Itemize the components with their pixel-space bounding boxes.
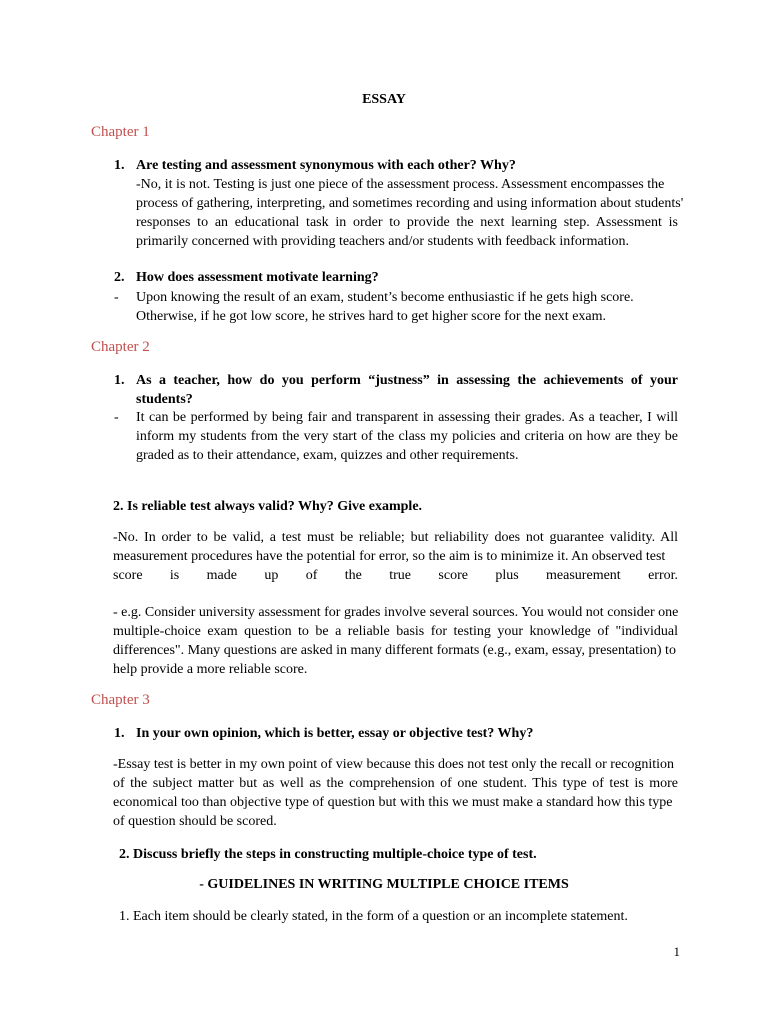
answer-line: process of gathering, interpreting, and sometimes recording and using information about students' [136,196,684,211]
chapter-2-answer-2-paragraph-1 [113,528,678,585]
chapter-1-question-1 [114,156,678,175]
answer-line: Otherwise, if he got low score, he strives hard to get higher score for the next exam. [136,309,607,324]
answer-line: measurement procedures have the potential for error, so the aim is to minimize it. An observed test [113,549,666,564]
chapter-3-answer-1 [113,755,678,831]
bullet-dash: - [114,410,119,425]
chapter-3-question-1 [114,724,678,743]
page-number: 1 [673,944,680,959]
answer-line: multiple-choice exam question to be a reliable basis for testing your knowledge of "individual [113,624,678,639]
answer-line: graded as to their attendance, exam, quizzes and other requirements. [136,448,519,463]
chapter-3-heading: Chapter 3 [91,692,150,708]
answer-line: differences". Many questions are asked in many different formats (e.g., exam, essay, presentation) to [113,643,676,658]
chapter-2-question-1 [114,371,678,409]
answer-line: -Essay test is better in my own point of view because this does not test only the recall or recognition [113,757,675,772]
question-number: 2. [114,270,125,285]
question-text: How does assessment motivate learning? [136,270,379,285]
document-title: ESSAY [362,92,406,107]
question-number: 1. [114,726,125,741]
chapter-2-heading: Chapter 2 [91,339,150,355]
answer-line: Upon knowing the result of an exam, student’s become enthusiastic if he gets high score. [136,290,634,305]
bullet-dash: - [114,290,119,305]
answer-line: -No. In order to be valid, a test must be reliable; but reliability does not guarantee validity. All [113,530,678,545]
chapter-1-answer-2 [114,288,678,326]
question-text: Are testing and assessment synonymous with each other? Why? [136,158,516,173]
question-number: 1. [114,158,125,173]
answer-line: inform my students from the very start of the class my policies and criteria on how are they be [136,429,678,444]
question-text: In your own opinion, which is better, essay or objective test? Why? [136,726,534,741]
answer-line: score is made up of the true score plus measurement error. [113,568,678,583]
guideline-item-1: 1. Each item should be clearly stated, in the form of a question or an incomplete statement. [119,909,628,924]
answer-line: responses to an educational task in order to provide the next learning step. Assessment is [136,215,678,230]
answer-line: It can be performed by being fair and transparent in assessing their grades. As a teacher, I will [136,410,678,425]
chapter-2-question-2: 2. Is reliable test always valid? Why? Give example. [113,499,423,514]
answer-line: primarily concerned with providing teachers and/or students with feedback information. [136,234,629,249]
answer-line: of the subject matter but as well as the comprehension of one student. This type of test is more [113,776,678,791]
chapter-1-heading: Chapter 1 [91,124,150,140]
question-text-line: students? [136,392,193,407]
chapter-3-question-2: 2. Discuss briefly the steps in constructing multiple-choice type of test. [119,847,537,862]
question-text-line: As a teacher, how do you perform “justness” in assessing the achievements of your [136,373,678,388]
chapter-1-answer-1 [136,175,684,251]
answer-line: -No, it is not. Testing is just one piece of the assessment process. Assessment encompasses the [136,177,665,192]
chapter-2-answer-1 [114,408,678,465]
answer-line: of question should be scored. [113,814,277,829]
answer-line: economical too than objective type of question but with this we must make a standard how this type [113,795,673,810]
chapter-2-answer-2-paragraph-2 [113,603,678,679]
answer-line: help provide a more reliable score. [113,662,308,677]
chapter-1-question-2 [114,268,678,287]
answer-line: - e.g. Consider university assessment for grades involve several sources. You would not consider one [113,605,679,620]
guidelines-heading: - GUIDELINES IN WRITING MULTIPLE CHOICE ITEMS [199,877,569,892]
question-number: 1. [114,373,125,388]
